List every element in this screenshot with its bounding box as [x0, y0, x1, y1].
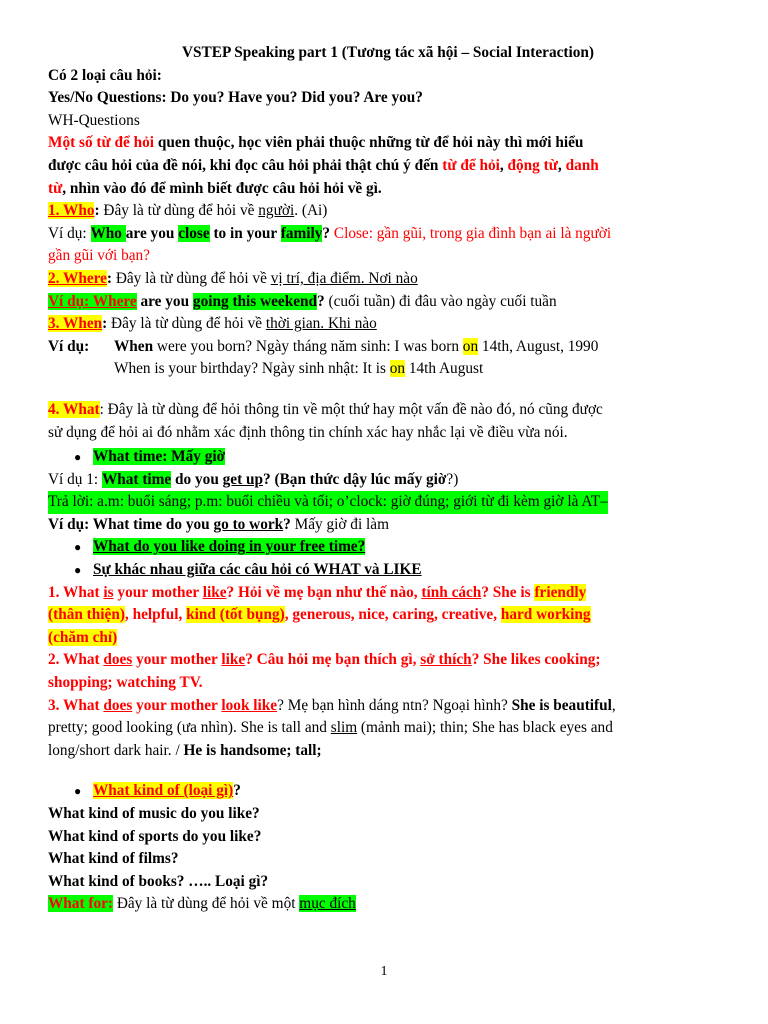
bullet-icon: ●	[74, 563, 82, 578]
bullet-what-like: ● Sự khác nhau giữa các câu hỏi có WHAT và LIKE	[48, 559, 728, 582]
like-question-1-line-1: 1. What is your mother like? Hỏi về mẹ bạn như thế nào, tính cách? She is friendly	[48, 583, 587, 601]
bullet-icon: ●	[74, 540, 82, 555]
like-question-3-line-2: pretty; good looking (ưa nhìn). She is tall and slim (mảnh mai); thin; She has black eyes and	[48, 719, 613, 737]
page-number: 1	[380, 964, 388, 979]
document-page	[48, 42, 728, 916]
intro-text: , nhìn vào đó để mình biết được câu hỏi hỏi về gì.	[62, 179, 382, 197]
where-label: 2. Where	[48, 269, 107, 287]
bullet-icon: ●	[74, 450, 82, 465]
what-definition-1: 4. What: Đây là từ dùng để hỏi thông tin về một thứ hay một vấn đề nào đó, nó cũng được	[48, 400, 603, 418]
what-label: 4. What	[48, 400, 100, 418]
bullet-what-kind: ● What kind of (loại gì)?	[48, 780, 728, 803]
what-kind-example-3: What kind of films?	[48, 850, 179, 868]
who-definition: 1. Who: Đây là từ dùng để hỏi về người. (Ai)	[48, 202, 328, 220]
what-time-example-1: Ví dụ 1: What time do you get up? (Bạn thức dậy lúc mấy giờ?)	[48, 470, 459, 488]
like-question-2-line-2: shopping; watching TV.	[48, 674, 203, 692]
what-definition-2: sử dụng để hỏi ai đó nhằm xác định thông tin chính xác hay nhắc lại về điều vừa nói.	[48, 423, 568, 441]
where-example: Ví dụ: Where are you going this weekend? (cuối tuần) đi đâu vào ngày cuối tuần	[48, 292, 557, 310]
wh-questions-heading: WH-Questions	[48, 111, 140, 129]
bullet-what-time: ● What time: Mấy giờ	[48, 446, 728, 469]
bullet-icon: ●	[74, 784, 82, 799]
bullet-free-time: ● What do you like doing in your free time?	[48, 536, 728, 559]
what-time-example-2: Ví dụ: What time do you go to work? Mấy giờ đi làm	[48, 515, 389, 533]
what-for-definition: What for: Đây là từ dùng để hỏi về một mục đích	[48, 895, 356, 913]
intro-keyword: từ để hỏi	[442, 156, 500, 174]
like-question-1-line-3: (chăm chỉ)	[48, 628, 118, 646]
what-kind-example-2: What kind of sports do you like?	[48, 827, 262, 845]
when-definition: 3. When: Đây là từ dùng để hỏi về thời gian. Khi nào	[48, 315, 377, 333]
intro-highlight: Một số từ để hỏi	[48, 134, 155, 152]
yes-no-questions-line: Yes/No Questions: Do you? Have you? Did you? Are you?	[48, 89, 423, 107]
who-example: Ví dụ: Who are you close to in your family? Close: gần gũi, trong gia đình bạn ai là người	[48, 224, 612, 242]
what-kind-example-1: What kind of music do you like?	[48, 805, 260, 822]
intro-text: được câu hỏi của đề nói, khi đọc câu hỏi phải thật chú ý đến	[48, 156, 443, 174]
document-title: VSTEP Speaking part 1 (Tương tác xã hội – Social Interaction)	[182, 44, 594, 61]
question-types-heading: Có 2 loại câu hỏi:	[48, 66, 162, 84]
when-example-2: When is your birthday? Ngày sinh nhật: It is on 14th August	[114, 360, 484, 378]
intro-line-2: được câu hỏi của đề nói, khi đọc câu hỏi phải thật chú ý đến từ để hỏi, động từ, danh	[48, 156, 599, 174]
intro-keyword: động từ	[507, 156, 558, 174]
who-label: 1. Who	[48, 202, 95, 220]
what-for-label: What for:	[48, 895, 113, 913]
when-label: 3. When	[48, 315, 103, 333]
who-example-note: gần gũi với bạn?	[48, 247, 150, 265]
like-question-1-line-2: (thân thiện), helpful, kind (tốt bụng), generous, nice, caring, creative, hard working	[48, 606, 591, 624]
like-question-3-line-3: long/short dark hair. / He is handsome; tall;	[48, 741, 322, 759]
intro-keyword: từ	[48, 179, 63, 197]
what-time-answer: Trả lời: a.m: buổi sáng; p.m: buổi chiều và tối; o’clock: giờ đúng; giới từ đi kèm giờ là AT–	[48, 491, 608, 514]
intro-keyword: danh	[565, 156, 599, 174]
intro-line-1	[48, 132, 728, 155]
when-example-1: Ví dụ: When were you born? Ngày tháng năm sinh: I was born on 14th, August, 1990	[48, 337, 599, 355]
where-definition: 2. Where: Đây là từ dùng để hỏi về vị trí, địa điểm. Nơi nào	[48, 269, 418, 287]
like-question-2-line-1: 2. What does your mother like? Câu hỏi mẹ bạn thích gì, sở thích? She likes cooking;	[48, 651, 601, 669]
what-kind-example-4: What kind of books? ….. Loại gì?	[48, 872, 269, 890]
intro-text: quen thuộc, học viên phải thuộc những từ để hỏi này thì mới hiểu	[154, 134, 584, 152]
intro-line-3	[48, 178, 728, 201]
like-question-3-line-1: 3. What does your mother look like? Mẹ bạn hình dáng ntn? Ngoại hình? She is beautiful,	[48, 696, 616, 714]
